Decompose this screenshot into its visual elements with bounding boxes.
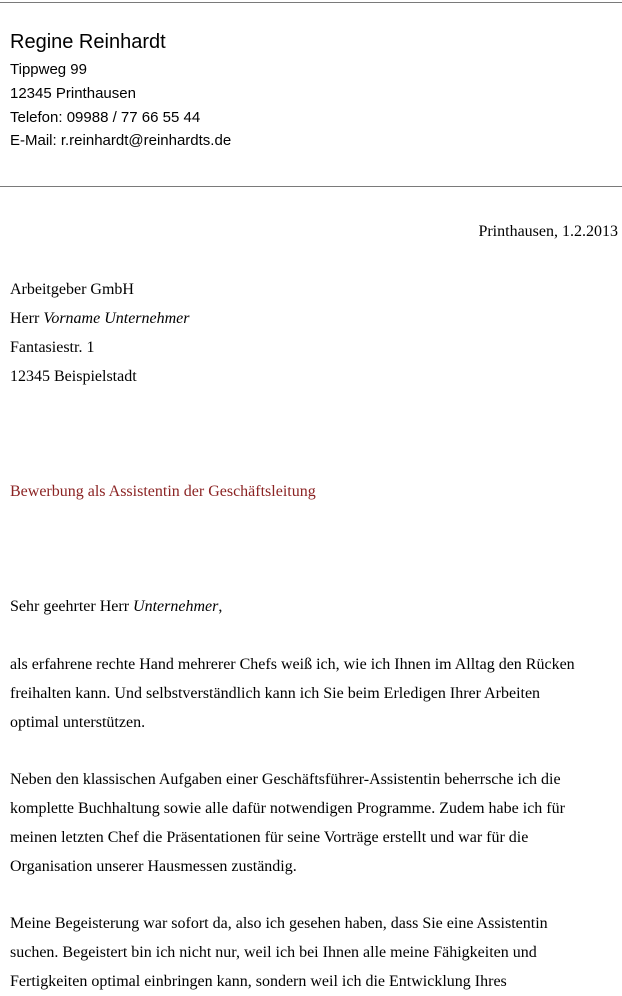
paragraph-line: als erfahrene rechte Hand mehrerer Chefs weiß ich, wie ich Ihnen im Alltag den Rücken: [10, 656, 575, 673]
salutation-name: Unternehmer: [133, 598, 219, 615]
sender-city: 12345 Printhausen: [10, 85, 136, 102]
paragraph-line: Fertigkeiten optimal einbringen kann, sondern weil ich die Entwicklung Ihres: [10, 973, 507, 990]
paragraph-line: optimal unterstützen.: [10, 714, 146, 731]
paragraph-line: meinen letzten Chef die Präsentationen für seine Vorträge erstellt und war für die: [10, 829, 529, 846]
paragraph-line: Meine Begeisterung war sofort da, also ich gesehen haben, dass Sie eine Assistentin: [10, 915, 548, 932]
paragraph-line: Neben den klassischen Aufgaben einer Geschäftsführer-Assistentin beherrsche ich die: [10, 771, 561, 788]
recipient-title: Herr: [10, 310, 44, 327]
recipient-city: 12345 Beispielstadt: [10, 368, 137, 385]
sender-phone: Telefon: 09988 / 77 66 55 44: [10, 109, 201, 126]
header-bottom-rule: [0, 186, 622, 187]
recipient-company: Arbeitgeber GmbH: [10, 281, 134, 298]
sender-name: Regine Reinhardt: [10, 31, 166, 53]
sender-email-address: r.reinhardt@reinhardts.de: [60, 132, 232, 149]
paragraph-line: freihalten kann. Und selbstverständlich kann ich Sie beim Erledigen Ihrer Arbeiten: [10, 685, 541, 702]
sender-street: Tippweg 99: [10, 61, 87, 78]
recipient-street: Fantasiestr. 1: [10, 339, 95, 356]
paragraph-line: suchen. Begeistert bin ich nicht nur, weil ich bei Ihnen alle meine Fähigkeiten und: [10, 944, 537, 961]
header-top-rule: [0, 2, 622, 3]
paragraph-line: Organisation unserer Hausmessen zuständig.: [10, 858, 297, 875]
sender-email-label: E-Mail:: [10, 132, 61, 149]
body-paragraph-1: [10, 650, 622, 737]
recipient-name: Vorname Unternehmer: [43, 310, 190, 327]
salutation: [10, 597, 222, 617]
salutation-prefix: Sehr geehrter Herr: [10, 598, 134, 615]
place-date-line: Printhausen, 1.2.2013: [478, 223, 618, 240]
letter-subject: Bewerbung als Assistentin der Geschäftsleitung: [10, 483, 316, 500]
salutation-suffix: ,: [218, 598, 223, 615]
paragraph-line: komplette Buchhaltung sowie alle dafür notwendigen Programme. Zudem habe ich für: [10, 800, 565, 817]
recipient-person: [10, 309, 190, 329]
sender-email-line: [10, 131, 231, 151]
body-paragraph-2: [10, 765, 622, 881]
body-paragraph-3: [10, 909, 622, 996]
